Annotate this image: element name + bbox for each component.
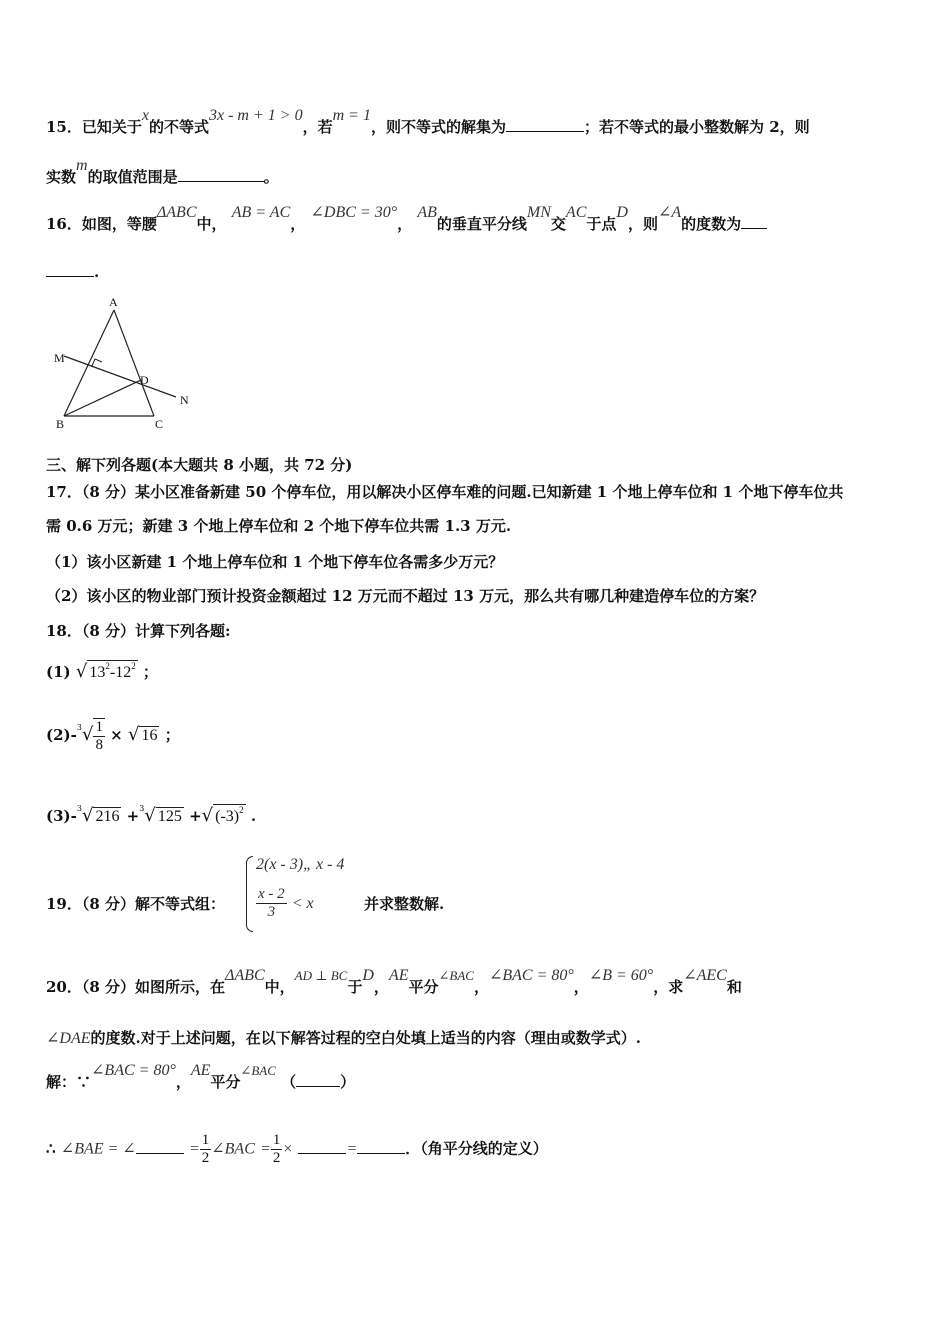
math-angle-a: ∠A xyxy=(657,204,682,221)
math-inequality: 3x - m + 1 > 0 xyxy=(209,107,303,124)
q17-sub1: （1）该小区新建 1 个地上停车位和 1 个地下停车位各需多少万元？ xyxy=(46,553,504,571)
q19-tail: 并求整数解. xyxy=(364,895,445,913)
q18-title: 18．（8 分）计算下列各题: xyxy=(46,622,231,640)
q16-line2: . xyxy=(46,262,99,281)
radicand-16: 16 xyxy=(141,727,158,744)
label-a: A xyxy=(109,295,118,309)
cbrt-sign: √ xyxy=(81,724,94,745)
q17-sub2: （2）该小区的物业部门预计投资金额超过 12 万元而不超过 13 万元，那么共有哪几种建造停车位的方案？ xyxy=(46,587,765,605)
math-ab: AB xyxy=(417,204,437,221)
label-n: N xyxy=(180,393,189,407)
answer-blank[interactable] xyxy=(506,117,584,132)
answer-blank[interactable] xyxy=(178,167,264,182)
math-x: x xyxy=(141,107,149,124)
q15-line2: 实数m的取值范围是 。 xyxy=(46,157,279,186)
label-c: C xyxy=(155,417,164,431)
q18-part1: (1) √ $13^2-12^2$ ； xyxy=(46,661,158,682)
q16-line1: 16．如图，等腰ΔABC中， AB = AC， ∠DBC = 30°， AB的垂直平分线MN交AC于点D，则∠A的度数为 xyxy=(46,213,767,234)
q19-title: 19．（8 分）解不等式组： xyxy=(46,895,226,913)
math-triangle: ΔABC xyxy=(156,204,197,221)
math-mn: MN xyxy=(526,204,551,221)
q17-line1: 17．（8 分）某小区准备新建 50 个停车位，用以解决小区停车难的问题.已知新建 1 个地上停车位和 1 个地下停车位共 xyxy=(46,483,844,501)
q20-line2: ∠DAE的度数.对于上述问题，在以下解答过程的空白处填上适当的内容（理由或数学式）. xyxy=(46,1029,641,1047)
label-b: B xyxy=(56,417,65,431)
q20-line1: 20．（8 分）如图所示，在ΔABC中，AD ⊥ BC于D，AE平分∠BAC，∠BAC = 80°，∠B = 60°，求∠AEC和 xyxy=(46,967,742,996)
math-m: m xyxy=(76,157,88,174)
math-d: D xyxy=(616,204,628,221)
q18-part3: (3)-$^3$√ 216 +$^3$√ 125 +√ $(-3)^2$ . xyxy=(46,804,257,826)
math-ac: AC xyxy=(565,204,587,221)
radicand-125: 125 xyxy=(157,808,182,825)
radicand-13-12: $13^2-12^2$ xyxy=(89,661,136,681)
answer-blank[interactable] xyxy=(296,1072,340,1087)
answer-blank[interactable] xyxy=(136,1139,184,1154)
q18-part2: (2)-$^3$√ $\frac{1}{8}$ × √ 16 ； xyxy=(46,719,180,753)
label-d: D xyxy=(140,373,149,387)
math-angle-dbc: ∠DBC = 30° xyxy=(310,204,398,221)
q20-solution-line2: ∴ ∠BAE = ∠ = $\frac{1}{2}$ ∠BAC = $\frac{1}{2}$ × = ．（角平分线的定义） xyxy=(46,1132,548,1166)
fraction-one-eighth: $\frac{1}{8}$ xyxy=(95,719,103,753)
inequality-1: 2(x - 3)„ x - 4 xyxy=(256,856,345,873)
radicand-216: 216 xyxy=(95,808,120,825)
radicand-neg3-squared: $(-3)^2$ xyxy=(215,805,244,825)
answer-blank[interactable] xyxy=(298,1139,346,1154)
triangle-figure xyxy=(48,294,198,434)
math-m-eq: m = 1 xyxy=(332,107,371,124)
math-ab-eq-ac: AB = AC xyxy=(231,204,291,221)
q20-solution-line1: 解：∵∠BAC = 80°，AE平分∠BAC （ ） xyxy=(46,1062,356,1091)
sqrt-sign: √ xyxy=(75,661,88,682)
fraction-x-minus-2-over-3: $\frac{x - 2}{3}$ xyxy=(258,886,285,920)
answer-blank[interactable] xyxy=(741,214,767,229)
answer-blank[interactable] xyxy=(357,1139,405,1154)
fraction-half: $\frac{1}{2}$ xyxy=(201,1132,210,1166)
label-m: M xyxy=(54,351,65,365)
q15-line1: 15．已知关于x的不等式3x - m + 1 > 0，若m = 1，则不等式的解集为 ；若不等式的最小整数解为 2，则 xyxy=(46,107,810,136)
section-title: 三、解下列各题(本大题共 8 小题，共 72 分) xyxy=(46,456,353,474)
answer-blank[interactable] xyxy=(46,262,94,277)
fraction-half: $\frac{1}{2}$ xyxy=(272,1132,281,1166)
q17-line2: 需 0.6 万元；新建 3 个地上停车位和 2 个地下停车位共需 1.3 万元. xyxy=(46,517,512,535)
